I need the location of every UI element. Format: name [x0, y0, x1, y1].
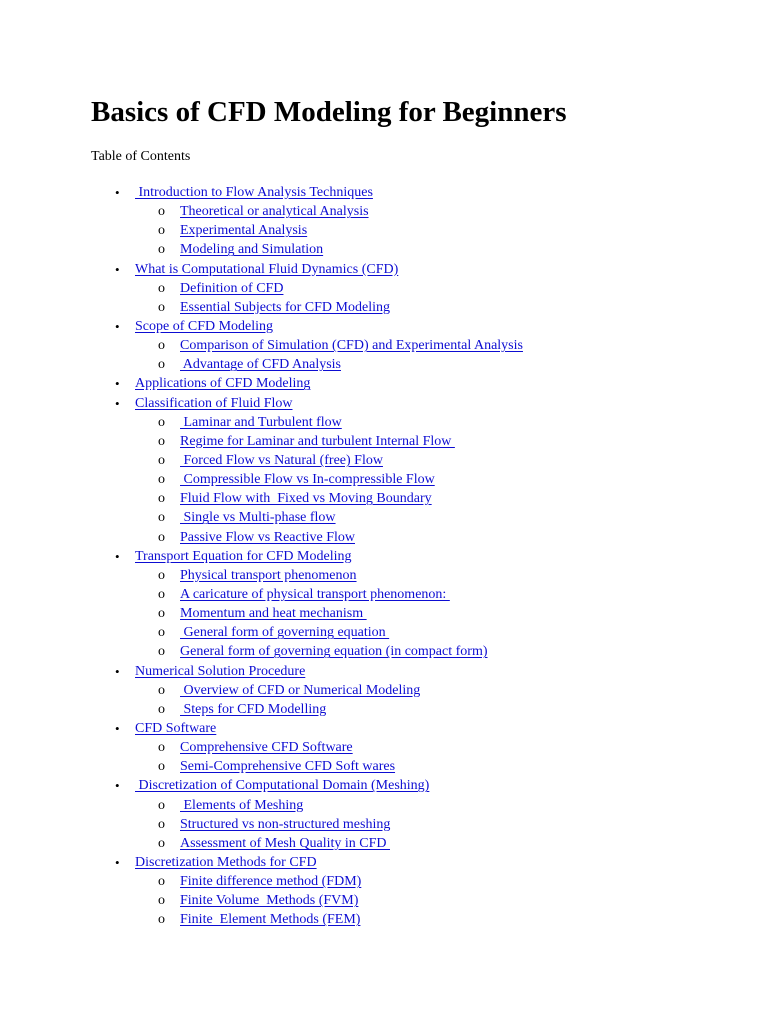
toc-link[interactable]: Regime for Laminar and turbulent Internal Flow — [180, 433, 455, 449]
toc-item — [0, 719, 768, 738]
toc-link[interactable]: General form of governing equation (in compact form) — [180, 644, 488, 660]
sub-bullet-icon: o — [158, 912, 165, 928]
sub-bullet-icon: o — [158, 357, 165, 373]
toc-subitem — [0, 451, 768, 470]
toc-link[interactable]: Structured vs non-structured meshing — [180, 816, 391, 832]
bullet-icon: • — [115, 261, 120, 277]
sub-bullet-icon: o — [158, 816, 165, 832]
toc-item — [0, 317, 768, 336]
toc-item — [0, 260, 768, 279]
toc-item — [0, 394, 768, 413]
toc-link[interactable]: Modeling and Simulation — [180, 242, 324, 258]
toc-link[interactable]: Transport Equation for CFD Modeling — [135, 548, 352, 564]
toc-subitem — [0, 834, 768, 853]
sub-bullet-icon: o — [158, 893, 165, 909]
toc-subitem — [0, 700, 768, 719]
sub-bullet-icon: o — [158, 433, 165, 449]
sub-bullet-icon: o — [158, 606, 165, 622]
toc-link[interactable]: Finite Element Methods (FEM) — [180, 912, 361, 928]
bullet-icon: • — [115, 185, 120, 200]
toc-link[interactable]: Discretization Methods for CFD — [135, 854, 317, 870]
toc-subitem — [0, 413, 768, 432]
toc-link[interactable]: Finite difference method (FDM) — [180, 874, 362, 890]
toc-link[interactable]: Classification of Fluid Flow — [135, 395, 293, 411]
toc-heading: Table of Contents — [91, 149, 191, 164]
toc-link[interactable]: Elements of Meshing — [180, 797, 304, 813]
toc-link[interactable]: Essential Subjects for CFD Modeling — [180, 299, 390, 315]
toc-link[interactable]: Finite Volume Methods (FVM) — [180, 893, 359, 909]
bullet-icon: • — [115, 778, 120, 794]
bullet-icon: • — [115, 376, 120, 392]
toc-link[interactable]: Laminar and Turbulent flow — [180, 414, 342, 430]
toc-subitem — [0, 432, 768, 451]
toc-subitem — [0, 642, 768, 661]
sub-bullet-icon: o — [158, 625, 165, 641]
toc-subitem — [0, 240, 768, 259]
page-title: Basics of CFD Modeling for Beginners — [91, 96, 567, 128]
bullet-icon: • — [115, 318, 120, 334]
bullet-icon: • — [115, 395, 120, 411]
sub-bullet-icon: o — [158, 529, 165, 545]
toc-subitem — [0, 891, 768, 910]
toc-link[interactable]: Passive Flow vs Reactive Flow — [180, 529, 355, 545]
toc-link[interactable]: What is Computational Fluid Dynamics (CFD) — [135, 261, 399, 277]
toc-subitem — [0, 872, 768, 891]
toc-subitem — [0, 623, 768, 642]
toc-subitem — [0, 528, 768, 547]
sub-bullet-icon: o — [158, 759, 165, 775]
sub-bullet-icon: o — [158, 586, 165, 602]
toc-link[interactable]: A caricature of physical transport phenomenon: — [180, 586, 450, 602]
toc-subitem — [0, 489, 768, 508]
toc-subitem — [0, 470, 768, 489]
sub-bullet-icon: o — [158, 644, 165, 660]
toc-link[interactable]: Forced Flow vs Natural (free) Flow — [180, 452, 383, 468]
toc-subitem — [0, 279, 768, 298]
toc-subitem — [0, 604, 768, 623]
sub-bullet-icon: o — [158, 510, 165, 526]
toc-link[interactable]: Experimental Analysis — [180, 223, 308, 239]
toc-subitem — [0, 508, 768, 527]
table-of-contents — [0, 183, 768, 929]
sub-bullet-icon: o — [158, 797, 165, 813]
toc-link[interactable]: Steps for CFD Modelling — [180, 701, 327, 717]
sub-bullet-icon: o — [158, 701, 165, 717]
toc-item — [0, 547, 768, 566]
toc-item — [0, 662, 768, 681]
sub-bullet-icon: o — [158, 740, 165, 756]
sub-bullet-icon: o — [158, 472, 165, 488]
sub-bullet-icon: o — [158, 567, 165, 583]
sub-bullet-icon: o — [158, 491, 165, 507]
bullet-icon: • — [115, 548, 120, 564]
toc-link[interactable]: Compressible Flow vs In-compressible Flow — [180, 472, 435, 488]
toc-link[interactable]: Semi-Comprehensive CFD Soft wares — [180, 759, 396, 775]
toc-subitem — [0, 355, 768, 374]
toc-item — [0, 853, 768, 872]
toc-subitem — [0, 298, 768, 317]
sub-bullet-icon: o — [158, 338, 165, 354]
toc-subitem — [0, 796, 768, 815]
bullet-icon: • — [115, 854, 120, 870]
toc-link[interactable]: Physical transport phenomenon — [180, 567, 357, 583]
sub-bullet-icon: o — [158, 835, 165, 851]
toc-link[interactable]: General form of governing equation — [180, 625, 390, 641]
toc-link[interactable]: Momentum and heat mechanism — [180, 606, 367, 622]
toc-link[interactable]: Fluid Flow with Fixed vs Moving Boundary — [180, 491, 432, 507]
sub-bullet-icon: o — [158, 223, 165, 239]
toc-link[interactable]: Comparison of Simulation (CFD) and Experimental Analysis — [180, 338, 523, 354]
toc-link[interactable]: Numerical Solution Procedure — [135, 663, 306, 679]
toc-subitem — [0, 815, 768, 834]
toc-subitem — [0, 202, 768, 221]
toc-link[interactable]: Advantage of CFD Analysis — [180, 357, 341, 373]
toc-subitem — [0, 336, 768, 355]
sub-bullet-icon: o — [158, 242, 165, 258]
sub-bullet-icon: o — [158, 414, 165, 430]
toc-subitem — [0, 221, 768, 240]
sub-bullet-icon: o — [158, 280, 165, 296]
toc-subitem — [0, 910, 768, 929]
toc-subitem — [0, 681, 768, 700]
toc-link[interactable]: Comprehensive CFD Software — [180, 740, 353, 756]
toc-link[interactable]: Introduction to Flow Analysis Techniques — [135, 185, 373, 200]
sub-bullet-icon: o — [158, 452, 165, 468]
toc-link[interactable]: CFD Software — [135, 720, 217, 736]
toc-link[interactable]: Assessment of Mesh Quality in CFD — [180, 835, 390, 851]
toc-link[interactable]: Definition of CFD — [180, 280, 284, 296]
sub-bullet-icon: o — [158, 204, 165, 220]
toc-link[interactable]: Single vs Multi-phase flow — [180, 510, 336, 526]
toc-item — [0, 374, 768, 393]
sub-bullet-icon: o — [158, 682, 165, 698]
sub-bullet-icon: o — [158, 299, 165, 315]
toc-link[interactable]: Scope of CFD Modeling — [135, 318, 274, 334]
toc-item — [0, 183, 768, 202]
toc-subitem — [0, 585, 768, 604]
toc-link[interactable]: Discretization of Computational Domain (Meshing) — [135, 778, 430, 794]
sub-bullet-icon: o — [158, 874, 165, 890]
toc-link[interactable]: Theoretical or analytical Analysis — [180, 204, 369, 220]
toc-link[interactable]: Overview of CFD or Numerical Modeling — [180, 682, 421, 698]
toc-item — [0, 776, 768, 795]
toc-subitem — [0, 757, 768, 776]
bullet-icon: • — [115, 720, 120, 736]
toc-subitem — [0, 738, 768, 757]
toc-link[interactable]: Applications of CFD Modeling — [135, 376, 311, 392]
bullet-icon: • — [115, 663, 120, 679]
toc-subitem — [0, 566, 768, 585]
